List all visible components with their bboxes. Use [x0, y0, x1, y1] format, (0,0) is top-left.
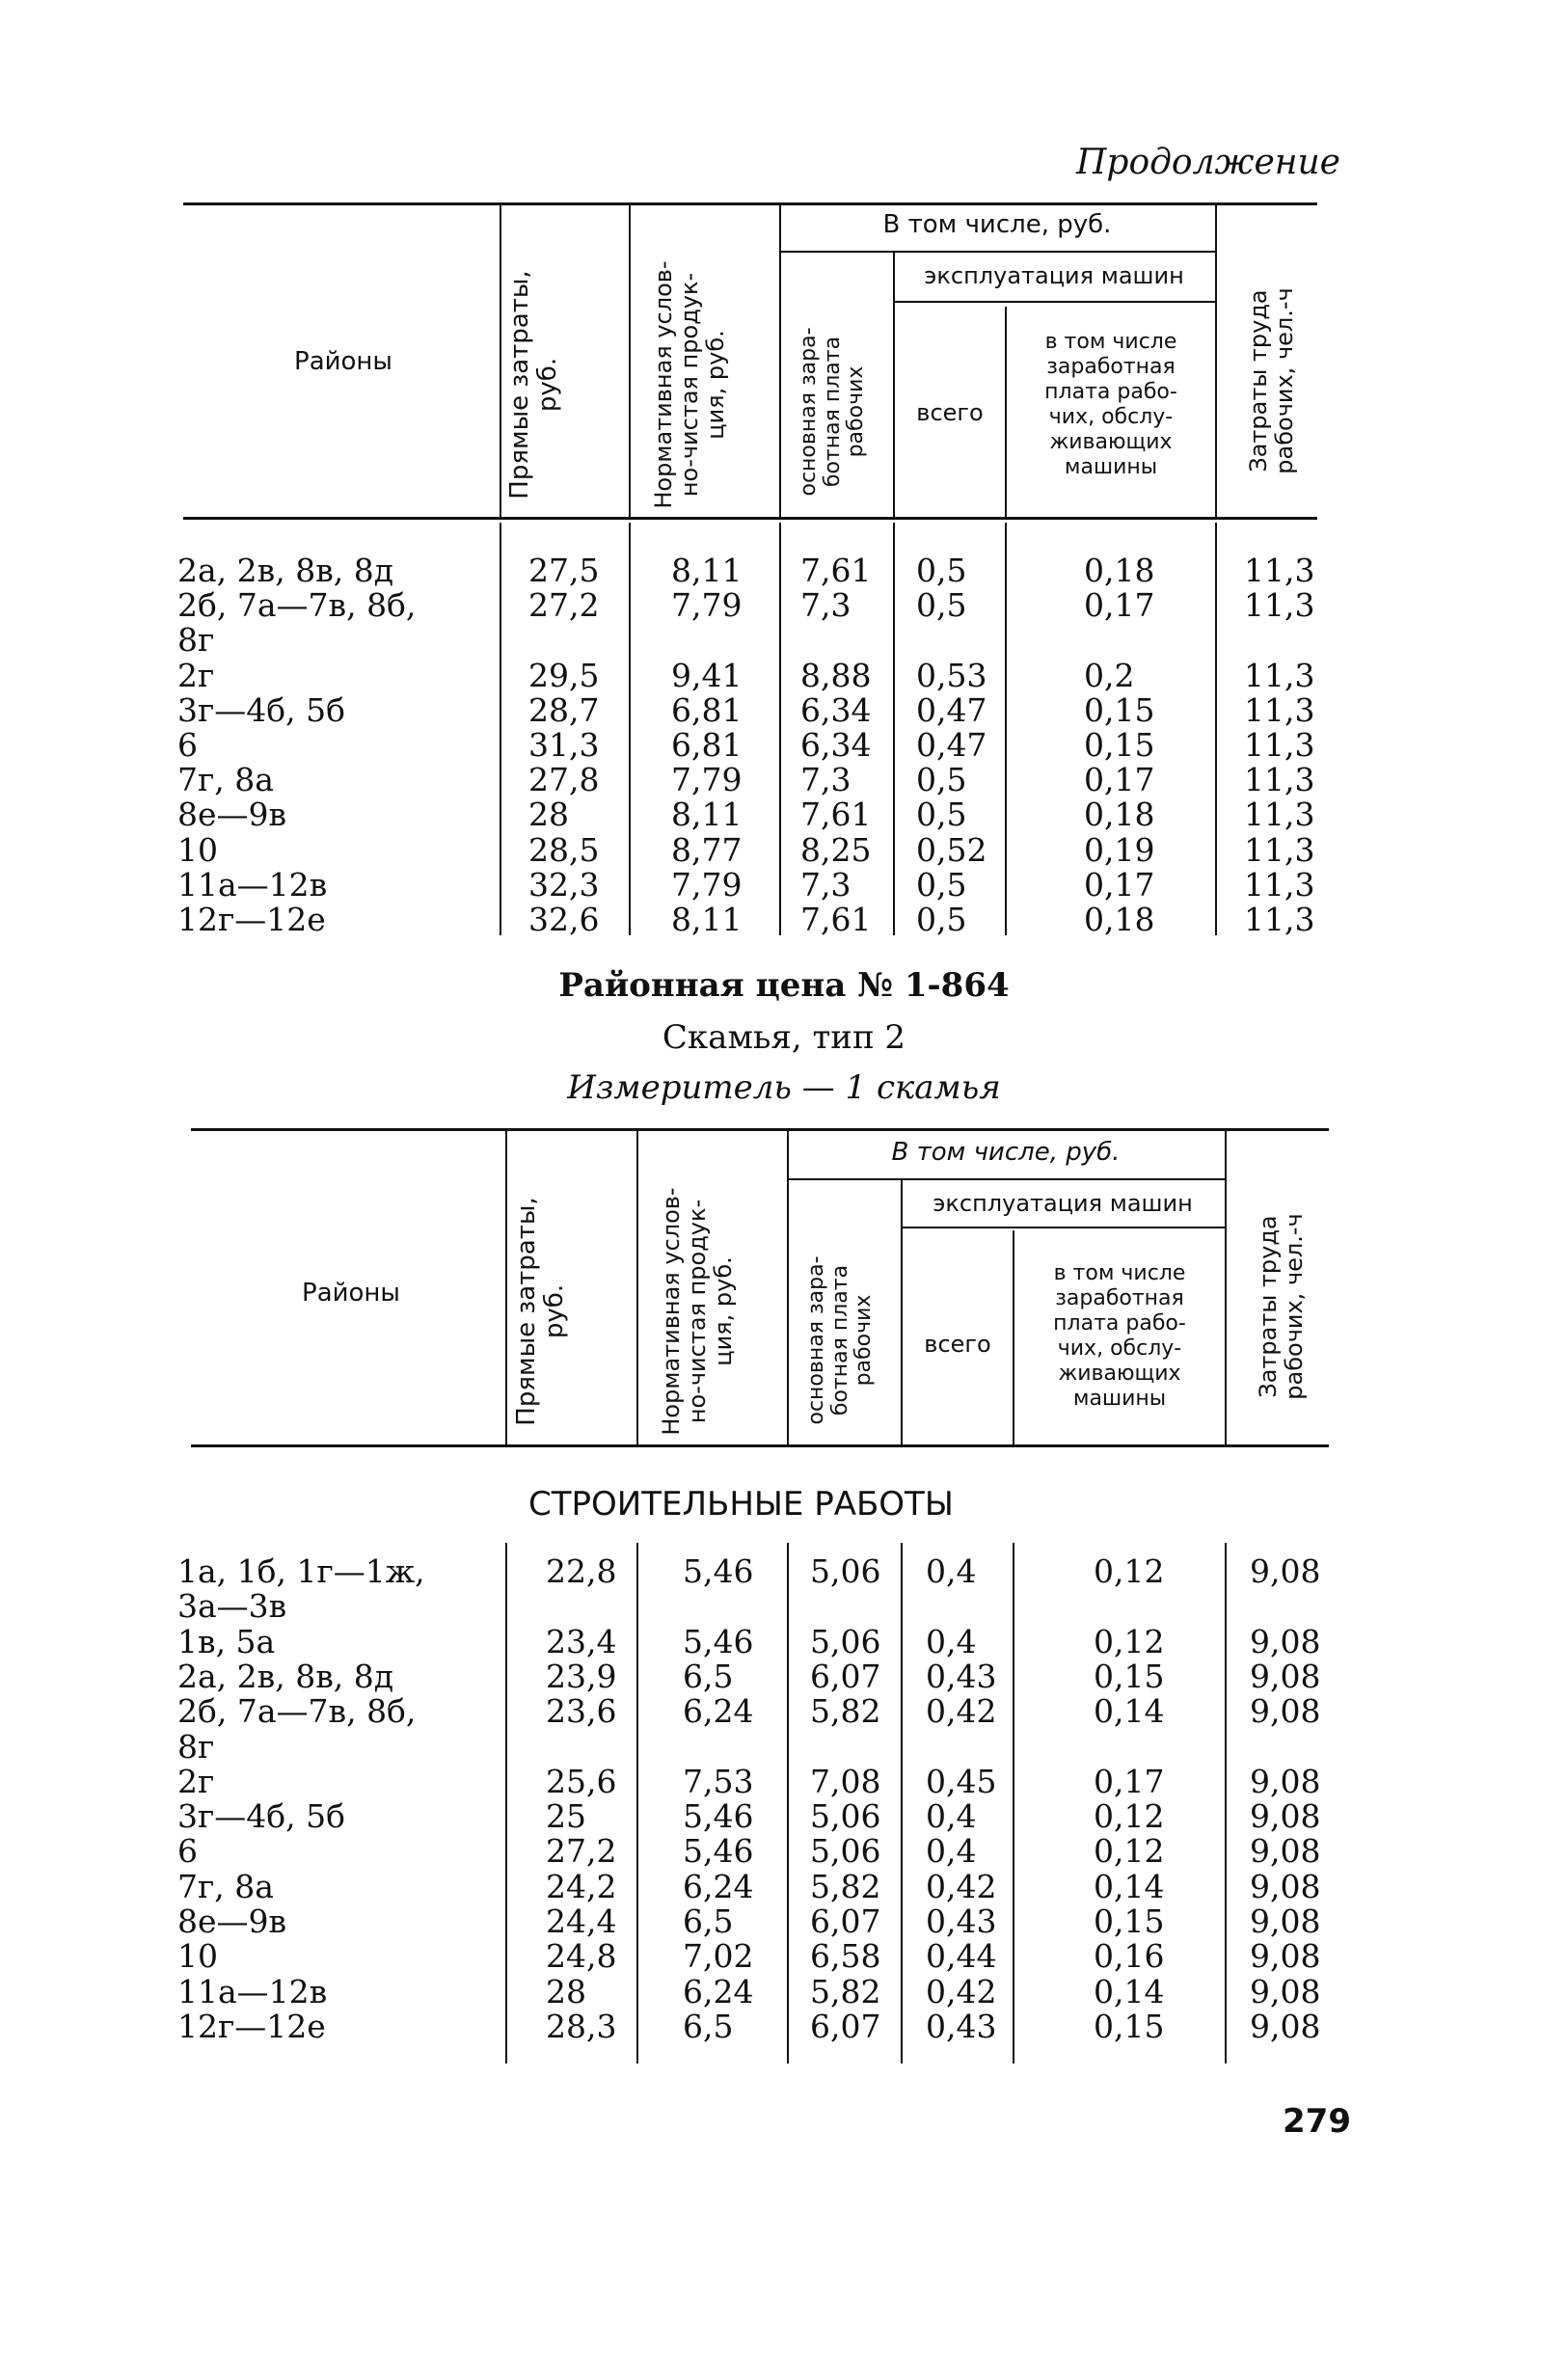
norm-cell: 7,53 — [683, 1762, 754, 1800]
norm-cell: 6,5 — [683, 1902, 734, 1940]
district-cell: 8г — [177, 1727, 215, 1766]
mwage-cell: 0,15 — [1094, 1657, 1165, 1695]
mwage-cell: 0,12 — [1094, 1832, 1165, 1871]
wage-cell: 6,34 — [800, 726, 872, 764]
labor-cell: 9,08 — [1250, 1762, 1321, 1800]
mach-cell: 0,53 — [916, 656, 987, 694]
district-cell: 6 — [177, 726, 198, 764]
table-row — [0, 1867, 1568, 1905]
wage-cell: 7,61 — [800, 796, 872, 834]
direct-cell: 23,4 — [546, 1622, 617, 1660]
labor-cell: 9,08 — [1250, 1552, 1321, 1590]
header2-total: всего — [924, 1331, 991, 1358]
mach-cell: 0,52 — [916, 830, 987, 869]
mwage-cell: 0,18 — [1084, 552, 1155, 589]
header-including: В том числе, руб. — [882, 210, 1112, 239]
district-cell: 2б, 7а—7в, 8б, — [177, 586, 417, 625]
table-row — [0, 588, 1568, 623]
direct-cell: 22,8 — [546, 1552, 617, 1590]
table-row — [0, 1834, 1568, 1869]
wage-cell: 7,61 — [800, 552, 872, 589]
mwage-cell: 0,16 — [1094, 1937, 1165, 1976]
direct-cell: 27,5 — [528, 552, 600, 589]
district-cell: 1а, 1б, 1г—1ж, — [177, 1552, 425, 1590]
wage-cell: 6,07 — [810, 1902, 881, 1940]
wage-cell: 7,3 — [800, 586, 852, 625]
labor-cell: 9,08 — [1250, 1832, 1321, 1871]
direct-cell: 28,3 — [546, 2007, 617, 2045]
labor-cell: 9,08 — [1250, 1902, 1321, 1940]
district-cell: 2а, 2в, 8в, 8д — [177, 552, 394, 589]
table-row — [0, 903, 1568, 937]
labor-cell: 9,08 — [1250, 2007, 1321, 2045]
labor-cell: 11,3 — [1244, 830, 1315, 869]
header2-direct-costs: Прямые затраты, руб. — [512, 1197, 570, 1426]
district-cell: 11а—12в — [177, 1972, 328, 2010]
direct-cell: 24,2 — [546, 1867, 617, 1905]
labor-cell: 9,08 — [1250, 1622, 1321, 1660]
direct-cell: 32,3 — [528, 865, 600, 904]
mwage-cell: 0,12 — [1094, 1797, 1165, 1836]
table-row — [0, 797, 1568, 832]
norm-cell: 6,5 — [683, 2007, 734, 2045]
header-base-wage: основная зара- ботная плата рабочих — [797, 327, 869, 497]
district-cell: 2г — [177, 656, 215, 694]
norm-cell: 8,77 — [671, 830, 743, 869]
district-cell: 10 — [177, 1937, 218, 1976]
table-row — [0, 2007, 1568, 2045]
table-row — [0, 656, 1568, 694]
table-row — [0, 1589, 1568, 1624]
table-row — [0, 1972, 1568, 2010]
norm-cell: 7,02 — [683, 1937, 754, 1976]
header-districts: Районы — [294, 347, 392, 376]
header-machine-wage: в том числе заработная плата рабо- чих, обслу- живающих машины — [1044, 330, 1177, 479]
section-title: СТРОИТЕЛЬНЫЕ РАБОТЫ — [528, 1485, 954, 1524]
labor-cell: 9,08 — [1250, 1797, 1321, 1836]
norm-cell: 7,79 — [671, 865, 743, 904]
header2-machine-wage: в том числе заработная плата рабо- чих, обслу- живающих машины — [1053, 1261, 1186, 1411]
mach-cell: 0,47 — [916, 690, 987, 729]
district-cell: 6 — [177, 1832, 198, 1871]
wage-cell: 7,08 — [810, 1762, 881, 1800]
table-row — [0, 1554, 1568, 1589]
direct-cell: 24,4 — [546, 1902, 617, 1940]
header-machine-ops: эксплуатация машин — [924, 262, 1184, 289]
district-cell: 3г—4б, 5б — [177, 690, 345, 729]
district-cell: 8е—9в — [177, 1902, 287, 1940]
district-cell: 8г — [177, 621, 215, 660]
wage-cell: 7,3 — [800, 761, 852, 799]
labor-cell: 11,3 — [1244, 690, 1315, 729]
mach-cell: 0,45 — [926, 1762, 997, 1800]
norm-cell: 5,46 — [683, 1622, 754, 1660]
labor-cell: 11,3 — [1244, 865, 1315, 904]
direct-cell: 27,2 — [546, 1832, 617, 1871]
direct-cell: 29,5 — [528, 656, 600, 694]
mwage-cell: 0,17 — [1084, 586, 1155, 625]
mwage-cell: 0,15 — [1094, 2007, 1165, 2045]
table-row — [0, 763, 1568, 797]
table-row — [0, 1904, 1568, 1939]
labor-cell: 9,08 — [1250, 1972, 1321, 2010]
wage-cell: 7,61 — [800, 901, 872, 938]
table-row — [0, 1762, 1568, 1800]
wage-cell: 5,82 — [810, 1692, 881, 1731]
norm-cell: 6,24 — [683, 1972, 754, 2010]
norm-cell: 6,24 — [683, 1867, 754, 1905]
table-row — [0, 1622, 1568, 1660]
wage-cell: 6,07 — [810, 1657, 881, 1695]
mach-cell: 0,43 — [926, 1902, 997, 1940]
mach-cell: 0,4 — [926, 1797, 977, 1836]
mwage-cell: 0,12 — [1094, 1552, 1165, 1590]
mwage-cell: 0,17 — [1084, 761, 1155, 799]
labor-cell: 9,08 — [1250, 1867, 1321, 1905]
mach-cell: 0,5 — [916, 761, 967, 799]
continuation-label: Продолжение — [1076, 143, 1340, 182]
direct-cell: 23,6 — [546, 1692, 617, 1731]
mach-cell: 0,5 — [916, 865, 967, 904]
direct-cell: 27,2 — [528, 586, 600, 625]
norm-cell: 5,46 — [683, 1552, 754, 1590]
mach-cell: 0,43 — [926, 1657, 997, 1695]
mach-cell: 0,42 — [926, 1867, 997, 1905]
wage-cell: 8,88 — [800, 656, 872, 694]
norm-cell: 7,79 — [671, 761, 743, 799]
direct-cell: 28 — [546, 1972, 586, 2010]
table-row — [0, 1659, 1568, 1694]
direct-cell: 28,5 — [528, 830, 600, 869]
direct-cell: 28 — [528, 796, 569, 834]
table-row — [0, 1694, 1568, 1729]
district-cell: 7г, 8а — [177, 1867, 274, 1905]
direct-cell: 32,6 — [528, 901, 600, 938]
district-cell: 7г, 8а — [177, 761, 274, 799]
labor-cell: 9,08 — [1250, 1692, 1321, 1731]
table-row — [0, 830, 1568, 869]
direct-cell: 25,6 — [546, 1762, 617, 1800]
header-labor: Затраты труда рабочих, чел.-ч — [1245, 287, 1298, 474]
header-total: всего — [916, 399, 984, 426]
item-title: Скамья, тип 2 — [662, 1018, 906, 1057]
mwage-cell: 0,18 — [1084, 796, 1155, 834]
mwage-cell: 0,15 — [1084, 690, 1155, 729]
table-row — [0, 1939, 1568, 1974]
mach-cell: 0,42 — [926, 1692, 997, 1731]
measure-title: Измеритель — 1 скамья — [567, 1068, 1001, 1107]
wage-cell: 5,06 — [810, 1797, 881, 1836]
table-row — [0, 553, 1568, 588]
direct-cell: 23,9 — [546, 1657, 617, 1695]
norm-cell: 6,24 — [683, 1692, 754, 1731]
mwage-cell: 0,18 — [1084, 901, 1155, 938]
norm-cell: 8,11 — [671, 796, 743, 834]
mwage-cell: 0,14 — [1094, 1867, 1165, 1905]
mach-cell: 0,4 — [926, 1832, 977, 1871]
price-title: Районная цена № 1-864 — [558, 966, 1010, 1005]
table-row — [0, 865, 1568, 904]
header2-labor: Затраты труда рабочих, чел.-ч — [1255, 1213, 1308, 1400]
norm-cell: 6,5 — [683, 1657, 734, 1695]
district-cell: 3г—4б, 5б — [177, 1797, 345, 1836]
labor-cell: 11,3 — [1244, 656, 1315, 694]
norm-cell: 5,46 — [683, 1832, 754, 1871]
norm-cell: 7,79 — [671, 586, 743, 625]
mach-cell: 0,47 — [916, 726, 987, 764]
mwage-cell: 0,15 — [1094, 1902, 1165, 1940]
norm-cell: 8,11 — [671, 901, 743, 938]
direct-cell: 28,7 — [528, 690, 600, 729]
direct-cell: 27,8 — [528, 761, 600, 799]
direct-cell: 25 — [546, 1797, 586, 1836]
wage-cell: 5,06 — [810, 1832, 881, 1871]
table-row — [0, 1727, 1568, 1766]
norm-cell: 8,11 — [671, 552, 743, 589]
norm-cell: 6,81 — [671, 690, 743, 729]
labor-cell: 11,3 — [1244, 901, 1315, 938]
mach-cell: 0,5 — [916, 552, 967, 589]
norm-cell: 9,41 — [671, 656, 743, 694]
mwage-cell: 0,17 — [1084, 865, 1155, 904]
header2-normative: Нормативная услов- но-чистая продук- ция, руб. — [658, 1187, 737, 1436]
mach-cell: 0,44 — [926, 1937, 997, 1976]
labor-cell: 11,3 — [1244, 552, 1315, 589]
table-row — [0, 623, 1568, 658]
header2-including: В том числе, руб. — [891, 1138, 1121, 1167]
table-row — [0, 1799, 1568, 1834]
header2-districts: Районы — [302, 1279, 400, 1308]
direct-cell: 24,8 — [546, 1937, 617, 1976]
mach-cell: 0,5 — [916, 901, 967, 938]
mach-cell: 0,5 — [916, 796, 967, 834]
mwage-cell: 0,12 — [1094, 1622, 1165, 1660]
district-cell: 3а—3в — [177, 1587, 287, 1626]
district-cell: 2б, 7а—7в, 8б, — [177, 1692, 417, 1731]
mwage-cell: 0,19 — [1084, 830, 1155, 869]
mach-cell: 0,43 — [926, 2007, 997, 2045]
header2-machine-ops: эксплуатация машин — [933, 1190, 1193, 1217]
table-row — [0, 728, 1568, 763]
wage-cell: 7,3 — [800, 865, 852, 904]
labor-cell: 9,08 — [1250, 1657, 1321, 1695]
mach-cell: 0,4 — [926, 1552, 977, 1590]
wage-cell: 6,34 — [800, 690, 872, 729]
district-cell: 1в, 5а — [177, 1622, 276, 1660]
district-cell: 12г—12е — [177, 901, 326, 938]
wage-cell: 5,82 — [810, 1867, 881, 1905]
mwage-cell: 0,15 — [1084, 726, 1155, 764]
mach-cell: 0,4 — [926, 1622, 977, 1660]
header-direct-costs: Прямые затраты, руб. — [505, 270, 563, 499]
header2-base-wage: основная зара- ботная плата рабочих — [804, 1255, 877, 1425]
wage-cell: 8,25 — [800, 830, 872, 869]
table-row — [0, 690, 1568, 729]
mach-cell: 0,5 — [916, 586, 967, 625]
wage-cell: 5,82 — [810, 1972, 881, 2010]
wage-cell: 6,58 — [810, 1937, 881, 1976]
page-number: 279 — [1283, 2102, 1351, 2141]
labor-cell: 11,3 — [1244, 796, 1315, 834]
district-cell: 10 — [177, 830, 218, 869]
wage-cell: 5,06 — [810, 1552, 881, 1590]
mach-cell: 0,42 — [926, 1972, 997, 2010]
district-cell: 12г—12е — [177, 2007, 326, 2045]
mwage-cell: 0,2 — [1084, 656, 1135, 694]
mwage-cell: 0,14 — [1094, 1692, 1165, 1731]
district-cell: 8е—9в — [177, 796, 287, 834]
district-cell: 2г — [177, 1762, 215, 1800]
labor-cell: 9,08 — [1250, 1937, 1321, 1976]
wage-cell: 6,07 — [810, 2007, 881, 2045]
labor-cell: 11,3 — [1244, 761, 1315, 799]
mwage-cell: 0,17 — [1094, 1762, 1165, 1800]
district-cell: 11а—12в — [177, 865, 328, 904]
header-normative: Нормативная услов- но-чистая продук- ция, руб. — [650, 260, 729, 509]
norm-cell: 6,81 — [671, 726, 743, 764]
mwage-cell: 0,14 — [1094, 1972, 1165, 2010]
norm-cell: 5,46 — [683, 1797, 754, 1836]
labor-cell: 11,3 — [1244, 586, 1315, 625]
direct-cell: 31,3 — [528, 726, 600, 764]
wage-cell: 5,06 — [810, 1622, 881, 1660]
district-cell: 2а, 2в, 8в, 8д — [177, 1657, 394, 1695]
labor-cell: 11,3 — [1244, 726, 1315, 764]
